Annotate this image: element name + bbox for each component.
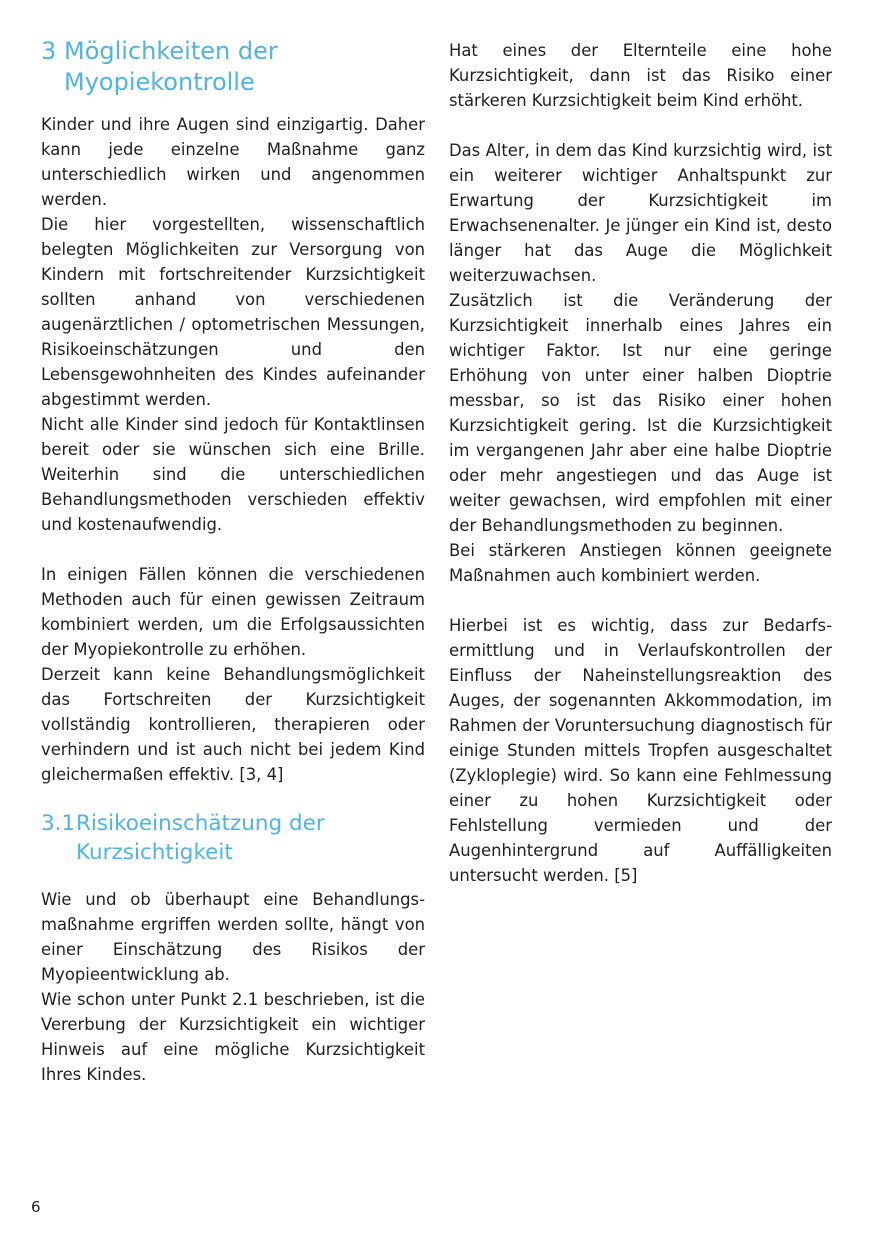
paragraph-age: Das Alter, in dem das Kind kurzsichtig wird, ist ein weiterer wichtiger Anhaltspunkt zur Erwartung der Kurzsichtigkeit im Erwachsenenalter. Je jünger ein Kind ist, desto länger hat das Auge die Möglichkeit weiterzuwachsen. — [449, 141, 832, 285]
subsection-heading — [41, 809, 425, 867]
section-title: Möglichkeiten der Myopiekontrolle — [64, 37, 278, 96]
paragraph-cycloplegia: Hierbei ist es wichtig, dass zur Bedarfsermittlung und in Verlaufskontrollen der Einfluss der Naheinstellungsreaktion des Auges, der sogenannten Akkommodation, im Rahmen der Voruntersuchung diagnostisch für einige Stunden mittels Tropfen ausgeschaltet (Zykloplegie) wird. So kann eine Fehlmessung einer zu hohen Kurzsichtigkeit oder Fehlstellung vermieden und der Augenhintergrund auf Auffälligkeiten untersucht werden. [5] — [449, 616, 832, 885]
subsection-title: Risikoeinschätzung der Kurzsichtigkeit — [76, 811, 325, 865]
paragraph-heredity: Wie schon unter Punkt 2.1 beschrieben, ist die Vererbung der Kurzsichtigkeit ein wichtiger Hinweis auf eine mögliche Kurzsichtigkeit Ihres Kindes. — [41, 990, 425, 1084]
right-column — [449, 38, 832, 888]
page-number: 6 — [31, 1198, 41, 1216]
paragraph-lenses: Nicht alle Kinder sind jedoch für Kontaktlinsen bereit oder sie wünschen sich eine Brille. Weiterhin sind die unterschiedlichen Behandlungsmethoden verschieden effektiv und kostenaufwendig. — [41, 415, 425, 534]
subsection-number: 3.1 — [41, 811, 76, 836]
section-heading — [41, 36, 425, 98]
paragraph-combination: In einigen Fällen können die verschiedenen Methoden auch für einen gewissen Zeitraum kombiniert werden, um die Erfolgsaussichten der Myopiekontrolle zu erhöhen. — [41, 565, 425, 659]
paragraph-progression: Zusätzlich ist die Veränderung der Kurzsichtigkeit innerhalb eines Jahres ein wichtiger Faktor. Ist nur eine geringe Erhöhung von unter einer halben Dioptrie messbar, so ist das Risiko einer hohen Kurzsichtigkeit gering. Ist die Kurzsichtigkeit im vergangenen Jahr aber eine halbe Dioptrie oder mehr angestiegen und das Auge ist weiter gewachsen, wird empfohlen mit einer der Behandlungsmethoden zu beginnen. — [449, 291, 832, 535]
paragraph-combined-measures: Bei stärkeren Anstiegen können geeignete Maßnahmen auch kombiniert werden. — [449, 541, 832, 585]
paragraph-methods: Die hier vorgestellten, wissenschaftlich belegten Möglichkeiten zur Versorgung von Kindern mit fortschreitender Kurzsichtigkeit sollten anhand von verschiedenen augenärztlichen / optometrischen Messungen, Risikoeinschätzungen und den Lebensgewohnheiten des Kindes aufeinander abgestimmt werden. — [41, 215, 425, 409]
paragraph-risk-assessment: Wie und ob überhaupt eine Behandlungsmaßnahme ergriffen werden sollte, hängt von einer Einschätzung des Risikos der Myopieentwicklung ab. — [41, 890, 425, 984]
section-number: 3 — [41, 37, 57, 65]
left-column — [41, 36, 425, 1087]
paragraph-intro: Kinder und ihre Augen sind einzigartig. Daher kann jede einzelne Maßnahme ganz unterschiedlich wirken und angenommen werden. — [41, 115, 425, 209]
paragraph-parents: Hat eines der Elternteile eine hohe Kurzsichtigkeit, dann ist das Risiko einer stärkeren Kurzsichtigkeit beim Kind erhöht. — [449, 41, 832, 110]
paragraph-limitations: Derzeit kann keine Behandlungsmöglichkeit das Fortschreiten der Kurzsichtigkeit vollständig kontrollieren, therapieren oder verhindern und ist auch nicht bei jedem Kind gleichermaßen effektiv. [3, 4] — [41, 665, 425, 784]
